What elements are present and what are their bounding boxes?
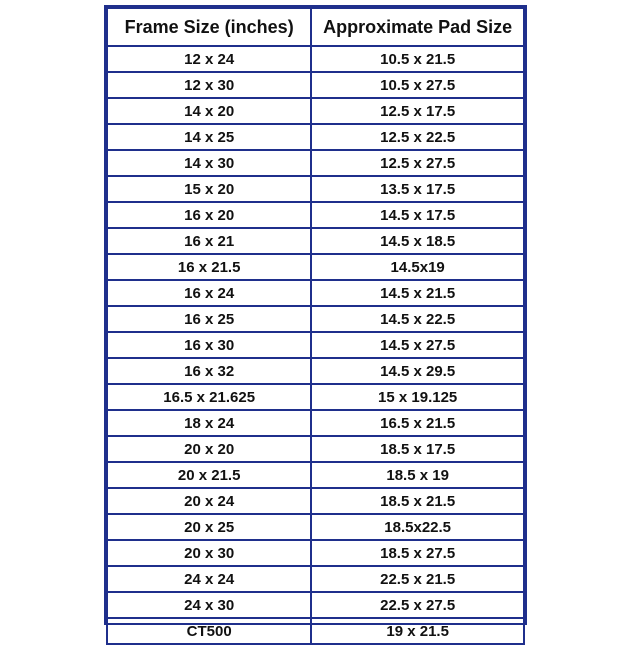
pad-size-cell: 14.5 x 21.5 (311, 280, 524, 306)
pad-size-cell: 10.5 x 27.5 (311, 72, 524, 98)
pad-size-cell: 14.5 x 18.5 (311, 228, 524, 254)
table-row (107, 540, 524, 566)
frame-size-cell: 20 x 20 (107, 436, 311, 462)
table-row (107, 46, 524, 72)
pad-size-cell: 14.5 x 22.5 (311, 306, 524, 332)
frame-size-cell: 16 x 24 (107, 280, 311, 306)
pad-size-cell: 13.5 x 17.5 (311, 176, 524, 202)
frame-size-cell: 15 x 20 (107, 176, 311, 202)
table-header-row (107, 8, 524, 46)
table-row (107, 462, 524, 488)
frame-size-cell: 14 x 25 (107, 124, 311, 150)
table-row (107, 514, 524, 540)
pad-size-table-container (104, 5, 527, 640)
pad-size-cell: 12.5 x 17.5 (311, 98, 524, 124)
pad-size-cell: 19 x 21.5 (311, 618, 524, 644)
pad-size-cell: 18.5 x 27.5 (311, 540, 524, 566)
pad-size-cell: 18.5 x 19 (311, 462, 524, 488)
table-row (107, 566, 524, 592)
frame-size-cell: 18 x 24 (107, 410, 311, 436)
pad-size-cell: 14.5 x 29.5 (311, 358, 524, 384)
pad-size-cell: 10.5 x 21.5 (311, 46, 524, 72)
table-row (107, 618, 524, 644)
frame-size-cell: 16 x 32 (107, 358, 311, 384)
header-pad-size: Approximate Pad Size (311, 8, 524, 46)
frame-size-cell: 16 x 30 (107, 332, 311, 358)
frame-size-cell: 20 x 25 (107, 514, 311, 540)
pad-size-cell: 15 x 19.125 (311, 384, 524, 410)
pad-size-cell: 22.5 x 21.5 (311, 566, 524, 592)
pad-size-cell: 18.5 x 17.5 (311, 436, 524, 462)
table-row (107, 332, 524, 358)
table-row (107, 410, 524, 436)
frame-size-cell: 16 x 21.5 (107, 254, 311, 280)
table-row (107, 176, 524, 202)
frame-size-cell: 20 x 24 (107, 488, 311, 514)
pad-size-cell: 12.5 x 22.5 (311, 124, 524, 150)
pad-size-cell: 16.5 x 21.5 (311, 410, 524, 436)
pad-size-cell: 14.5x19 (311, 254, 524, 280)
frame-size-cell: 16 x 21 (107, 228, 311, 254)
table-row (107, 98, 524, 124)
table-row (107, 384, 524, 410)
pad-size-cell: 22.5 x 27.5 (311, 592, 524, 618)
table-row (107, 72, 524, 98)
table-row (107, 150, 524, 176)
frame-size-cell: 20 x 30 (107, 540, 311, 566)
frame-size-cell: 16.5 x 21.625 (107, 384, 311, 410)
frame-size-cell: 12 x 30 (107, 72, 311, 98)
pad-size-table (106, 7, 525, 645)
pad-size-cell: 14.5 x 17.5 (311, 202, 524, 228)
table-row (107, 436, 524, 462)
table-row (107, 592, 524, 618)
frame-size-cell: 20 x 21.5 (107, 462, 311, 488)
frame-size-cell: 14 x 20 (107, 98, 311, 124)
table-row (107, 488, 524, 514)
table-row (107, 254, 524, 280)
frame-size-cell: 16 x 20 (107, 202, 311, 228)
frame-size-cell: 12 x 24 (107, 46, 311, 72)
pad-size-cell: 12.5 x 27.5 (311, 150, 524, 176)
frame-size-cell: 24 x 24 (107, 566, 311, 592)
frame-size-cell: CT500 (107, 618, 311, 644)
pad-size-cell: 18.5 x 21.5 (311, 488, 524, 514)
frame-size-cell: 16 x 25 (107, 306, 311, 332)
header-frame-size: Frame Size (inches) (107, 8, 311, 46)
pad-size-cell: 18.5x22.5 (311, 514, 524, 540)
frame-size-cell: 14 x 30 (107, 150, 311, 176)
table-row (107, 306, 524, 332)
table-body (107, 46, 524, 644)
table-row (107, 280, 524, 306)
table-row (107, 228, 524, 254)
table-row (107, 202, 524, 228)
pad-size-cell: 14.5 x 27.5 (311, 332, 524, 358)
table-row (107, 124, 524, 150)
table-row (107, 358, 524, 384)
frame-size-cell: 24 x 30 (107, 592, 311, 618)
